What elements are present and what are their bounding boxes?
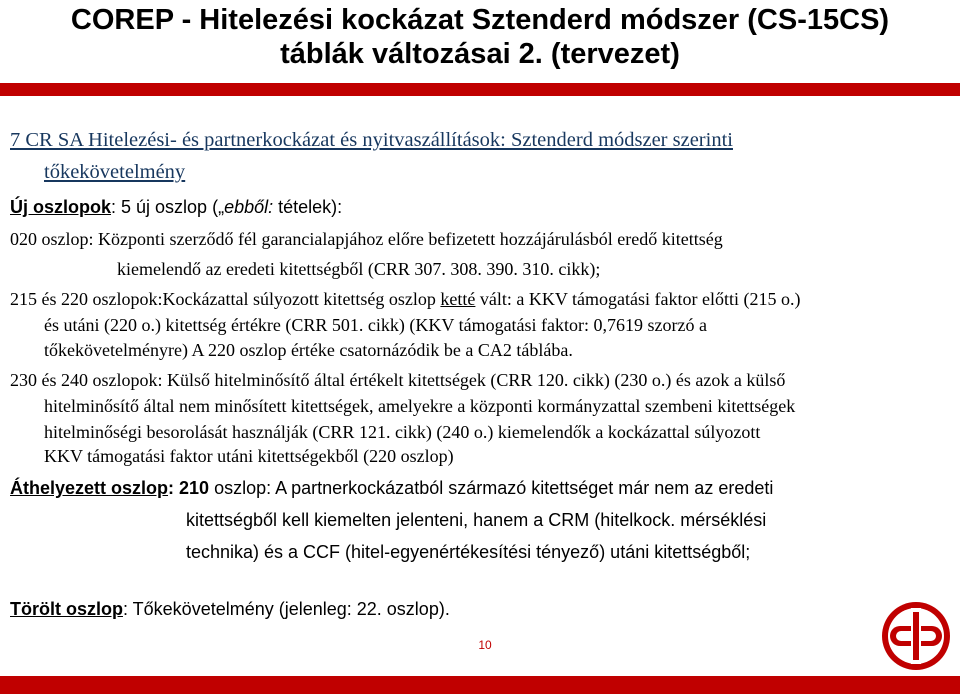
new-columns-label: Új oszlopok (10, 197, 112, 217)
col-020-line-1: 020 oszlop: Központi szerződő fél garancialapjához előre befizetett hozzájárulásból eredő kitettség (10, 229, 723, 249)
moved-column-line-3: technika) és a CCF (hitel-egyenértékesítési tényező) utáni kitettségből; (186, 542, 751, 562)
col-215-line-2: és utáni (220 o.) kitettség értékre (CRR 501. cikk) (KKV támogatási faktor: 0,7619 szorzó a (44, 315, 708, 335)
moved-column-line-2: kitettségből kell kiemelten jelenteni, hanem a CRM (hitelkock. mérséklési (186, 510, 767, 530)
col-230-line-2: hitelminősítő által nem minősített kitettségek, amelyekre a központi kormányzattal szembeni kitettségek (44, 396, 796, 416)
col-230-line-4: KKV támogatási faktor utáni kitettségekből (220 oszlop) (44, 446, 454, 466)
col-230-line-3: hitelminőségi besorolását használják (CRR 121. cikk) (240 o.) kiemelendők a kockázattal súlyozott (44, 422, 761, 442)
mnb-logo-icon (880, 600, 952, 672)
page-title-line-1: COREP - Hitelezési kockázat Sztenderd módszer (CS-15CS) (70, 4, 890, 36)
section-heading-line-1: 7 CR SA Hitelezési- és partnerkockázat és nyitvaszállítások: Sztenderd módszer szerinti (10, 129, 733, 151)
page-number: 10 (478, 638, 492, 652)
header-band (0, 83, 960, 96)
page-title-line-2: táblák változásai 2. (tervezet) (280, 38, 680, 70)
col-230-line-1: 230 és 240 oszlopok: Külső hitelminősítő által értékelt kitettségek (CRR 120. cikk) (230 o.) és azok a külső (10, 370, 786, 390)
moved-column-label: Áthelyezett oszlop (10, 478, 169, 498)
section-heading-line-2: tőkekövetelmény (44, 161, 186, 183)
new-columns-line: Új oszlopok: 5 új oszlop („ebből: tételek): (10, 197, 343, 217)
deleted-column-line: Törölt oszlop: Tőkekövetelmény (jelenleg: 22. oszlop). (10, 599, 450, 619)
col-215-line-3: tőkekövetelményre) A 220 oszlop értéke csatornázódik be a CA2 táblába. (44, 340, 573, 360)
col-215-line-1: 215 és 220 oszlopok:Kockázattal súlyozott kitettség oszlop ketté vált: a KKV támogatási faktor előtti (215 o.) (10, 289, 801, 309)
moved-column-line-1: Áthelyezett oszlop: 210 oszlop: A partnerkockázatból származó kitettséget már nem az eredeti (10, 478, 774, 498)
deleted-column-label: Törölt oszlop (10, 599, 123, 619)
footer-band (0, 676, 960, 694)
col-020-line-2: kiemelendő az eredeti kitettségből (CRR 307. 308. 390. 310. cikk); (117, 259, 601, 279)
